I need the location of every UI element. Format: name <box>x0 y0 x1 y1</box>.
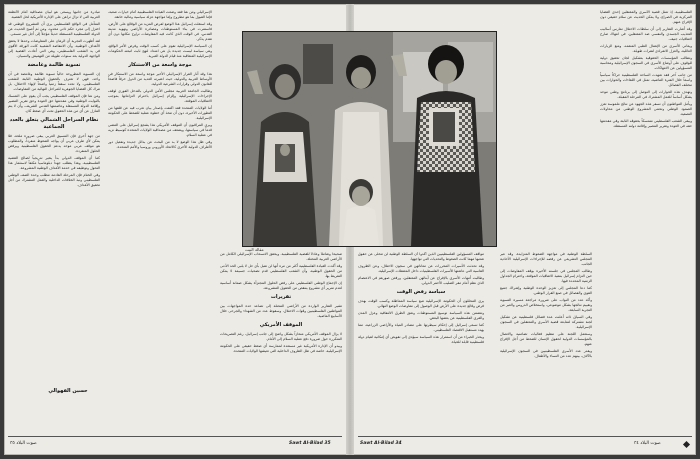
paragraph: الإسرائيلي ومن هنا فقد وضعت القيادة الفلسطينية أمام خيارات صعبة، فإما القبول بما هو مطروح وإما مواجهة عزلة سياسية ومالية خانقة. <box>108 10 212 19</box>
subheading: تقريرات <box>270 294 292 300</box>
paragraph: وقد أشارت التقارير إلى أن سلطات الاحتلال تمارس أساليب التعذيب الجسدي والنفسي ضد المعتقلين، في انتهاك صارخ لاتفاقيات جنيف. <box>600 27 692 41</box>
paragraph: ويبقى الشعب الفلسطيني متمسكاً بحقوقه الثابتة وفي مقدمتها حقه في العودة وتقرير المصير وإقامة دولته المستقلة. <box>600 119 692 128</box>
paragraph: إن التسوية المطروحة حالياً تسوية ظالمة وغامضة في آن واحد، فهي لا تعترف بالحقوق الوطنية الثابتة للشعب الفلسطيني، ولا تحدد سقفاً زمنياً واضحاً لإنهاء الاحتلال، بل تترك كل القضايا الجوهرية للمراحل النهائية من المفاوضات. <box>8 72 100 91</box>
paragraph: وأكد عدد من النواب على ضرورة مراجعة مسيرة التسوية وتقييم نتائجها بشكل موضوعي، واستخلاص الدروس والعبر من التجربة السابقة. <box>500 298 592 312</box>
paragraph: الفلسطينية، إذ تمثل قضية الأسرى والمعتقلين إحدى القضايا المركزية في الصراع، ولا يمكن الحديث عن سلام حقيقي دون الإفراج عنهم. <box>600 10 692 24</box>
paragraph: صحيحاً وشاملاً وعادلاً للقضية الفلسطينية، ويحقق الانسحاب الإسرائيلي الكامل من الأراضي العربية المحتلة. <box>220 252 342 261</box>
paragraph: وفي السياق ذاته أعلنت عدة فصائل فلسطينية عن تشكيل لجنة مشتركة لمتابعة قضية الأسرى والمعتقلين في السجون الإسرائيلية. <box>500 315 592 329</box>
paragraph: وقد استغلت إسرائيل هذا الوضع لفرض المزيد من الوقائع على الأرض، فاستمرت في بناء المستوطنات ومصادرة الأراضي وتهويد مدينة القدس، في الوقت الذي كانت فيه المفاوضات تراوح مكانها دون أي تقدم يذكر. <box>108 22 212 41</box>
paragraph: وستعمل اللجنة على تنظيم فعاليات تضامنية والاتصال بالمؤسسات الدولية لحقوق الإنسان للضغط من أجل الإفراج عنهم. <box>500 332 592 346</box>
paragraph: لا يزال الموقف الأمريكي منحازاً بشكل واضح إلى جانب إسرائيل، رغم التصريحات المتكررة حول ضرورة دفع عملية السلام إلى الأمام. <box>220 332 342 341</box>
paragraph: هذا وقد أثار القرار الإسرائيلي الأخير موجة واسعة من الاستنكار في الأوساط العربية والدولية، حيث اعتبرته العديد من الدول خرقاً فاضحاً للقانون الدولي وقرارات الشرعية الدولية. <box>108 72 212 86</box>
subheading: الموقف الأمريكي <box>259 322 303 328</box>
paragraph: كما دعا المجلس إلى تعزيز الوحدة الوطنية وإشراك جميع القوى والفصائل في صنع القرار الوطني. <box>500 286 592 295</box>
subheading: موجة واسعة من الاستنكار <box>128 62 192 68</box>
page-right <box>354 4 696 455</box>
paragraph: وقد تحدثت الأسيرات المحررات عن معاناتهن في سجون الاحتلال، وعن الظروف القاسية التي عاشتها الأسيرات الفلسطينيات داخل المعتقلات الإسرائيلية. <box>358 264 484 273</box>
column-left-1 <box>8 10 100 384</box>
paragraph: وطالبت الجامعة العربية مجلس الأمن الدولي بالتدخل الفوري لوقف الإجراءات الإسرائيلية وإلزام إسرائيل باحترام التزاماتها بموجب الاتفاقيات الموقعة. <box>108 89 212 103</box>
page-number-center-left: Sawt Al-Bilad 35 <box>289 441 331 446</box>
subheading: تسوية ظالمة وغامضة <box>27 62 81 68</box>
footer-rule <box>358 436 692 437</box>
paragraph: تشير التقارير الواردة من الأراضي المحتلة إلى تصاعد حدة المواجهات بين المواطنين الفلسطينيين وقوات الاحتلال، وسقوط عدد من الشهداء والجرحى خلال الأسابيع الماضية. <box>220 304 342 318</box>
page-number-far-left: صوت البلاد ٣٥ <box>10 441 37 446</box>
column-right-2 <box>500 252 592 432</box>
photo-caption: مقالة البيت <box>245 247 264 252</box>
paragraph: ويحذر الخبراء من أن استمرار هذه السياسة سيؤدي إلى تقويض أي إمكانية لقيام دولة فلسطينية قابلة للحياة. <box>358 335 484 344</box>
subheading: نظام السراحل الشمالي يتعلق بالعدد الجماعية <box>9 117 99 130</box>
paragraph: ويعاني الأسرى من الإهمال الطبي المتعمد، ومنع الزيارات العائلية، والعزل الانفرادي لفترات طويلة. <box>600 44 692 53</box>
paragraph: ويبدو أن الإدارة الأمريكية غير مستعدة لممارسة أي ضغط حقيقي على الحكومة الإسرائيلية، خاصة في ظل الظروف الداخلية التي تعيشها الولايات المتحدة. <box>220 344 342 353</box>
paragraph: وتطالب المؤسسات الحقوقية بتشكيل لجان تحقيق دولية للوقوف على أوضاع الأسرى في السجون الإسرائيلية ومحاسبة المسؤولين عن الانتهاكات. <box>600 56 692 70</box>
paragraph: وفي ظل هذا الوضع لا بد من البحث عن بدائل جديدة وتفعيل دور الأطراف الدولية الأخرى كالاتحاد الأوروبي وروسيا والأمم المتحدة. <box>108 140 212 149</box>
paragraph: وتهدف هذه الحوارات إلى التوصل إلى برنامج وطني موحد يشكل أساساً للعمل المشترك في المرحلة المقبلة. <box>600 90 692 99</box>
paragraph: مواقف المسؤولين الفلسطينيين الذين أكدوا أن السلطة الوطنية لن تتخلى عن حقوق شعبها مهما كانت الضغوط والتحديات التي تواجهها. <box>358 252 484 261</box>
paragraph: لقد أظهرت التجربة أن الرهان على المفاوضات وحدها لا يحقق الأهداف الوطنية، وأن الانتفاضة الشعبية كانت الورقة الأقوى في يد الشعب الفلسطيني، وهي التي أعادت القضية إلى الواجهة الدولية بعد سنوات طويلة من التهميش والنسيان. <box>8 39 100 58</box>
paragraph: وقد أكدت القيادة الفلسطينية أكثر من مرة أنها لن تقبل بأي حل لا يلبي الحد الأدنى من الحقوق الوطنية، وأن الشعب الفلسطيني قدم تضحيات جسيمة لا يمكن التفريط بها. <box>220 264 342 278</box>
paragraph: وطالب المجلس في جلسته الأخيرة بوقف المفاوضات إلى حين التزام إسرائيل بتنفيذ الاتفاقيات الموقعة، واحترام الجداول الزمنية المحددة فيها. <box>500 269 592 283</box>
column-left-3 <box>220 252 342 432</box>
column-right-3 <box>600 10 692 432</box>
paragraph: من جهة أخرى فإن التنسيق العربي يبقى ضرورة ملحة، فلا يمكن لأي طرف عربي أن يواجه الضغوط منفرداً، والمطلوب هو موقف عربي موحد يدعم الحقوق الفلسطينية ويرفض الحلول المنفردة. <box>8 134 100 153</box>
footer-rule <box>8 436 342 437</box>
paragraph: إن السياسة الإسرائيلية تقوم على كسب الوقت وفرض الأمر الواقع، وهي سياسة ليست جديدة بل هي امتداد لنهج ثابت اتبعته الحكومات الإسرائيلية المتعاقبة منذ قيام الدولة العبرية. <box>108 44 212 58</box>
paragraph: المتأمل في الواقع الفلسطيني يرى أن المشروع الوطني قد اختزل إلى مجرد حكم ذاتي محدود، ومن ثم أصبح الحديث عن الدولة الفلسطينية المستقلة حديثاً مؤجلاً إلى أجل غير مسمى. <box>8 22 100 36</box>
paragraph: أما الولايات المتحدة فقد اكتفت بإصدار بيان تعرب فيه عن قلقها من التطورات الأخيرة، دون أن تتخذ أي خطوة عملية للضغط على الحكومة الإسرائيلية. <box>108 106 212 120</box>
paragraph: ويقدر عدد الأسرى الفلسطينيين في السجون الإسرائيلية بالآلاف، بينهم عدد من النساء والأطفال. <box>500 349 592 358</box>
subheading: سياسة رفض الوقت <box>396 289 446 295</box>
paragraph: كما أن الموقف الدولي بدأ يتغير تدريجياً لصالح القضية الفلسطينية، وهذا يتطلب جهداً دبلوماسياً مكثفاً لاستثمار هذا التحول وتوظيفه في خدمة الأهداف الوطنية المشروعة. <box>8 156 100 170</box>
paragraph: وتتضمن هذه السياسة توسيع المستوطنات وشق الطرق الالتفافية وعزل المدن والقرى الفلسطينية عن بعضها البعض. <box>358 311 484 320</box>
paragraph: ويأمل المواطنون أن تسفر هذه الجهود عن نتائج ملموسة تعزز الصمود الوطني وتحمي المشروع الوطني من محاولات التصفية. <box>600 102 692 116</box>
paragraph: من جانب آخر فقد شهدت الساحة الفلسطينية حراكاً سياسياً واسعاً خلال الفترة الماضية، تمثل في اللقاءات والحوارات بين مختلف الفصائل. <box>600 73 692 87</box>
paragraph: مبادرة من جانبها ويسعى هو لبيان مصداقية أمام الأنظمة العربية التي لا تزال تراهن على الإدارة الأمريكية لحل القضية. <box>8 10 100 19</box>
paragraph: وطالبت أمهات الأسرى بالإفراج عن أبنائهن المعتقلين، ورفعن صورهم في الاعتصام الذي نظم أمام مقر الصليب الأحمر الدولي. <box>358 276 484 285</box>
page-number-far-right: صوت البلاد ٣٤ <box>634 441 661 446</box>
column-left-2 <box>108 10 212 432</box>
paragraph: كما تسعى إسرائيل إلى إحكام سيطرتها على مصادر المياه والأراضي الزراعية، مما يهدد مستقبل الاقتصاد الفلسطيني. <box>358 323 484 332</box>
paragraph: إن الإجماع الوطني الفلسطيني على رفض الحلول المجتزأة يشكل ضمانة أساسية لعدم تمرير أي مشروع ينتقص من الحقوق المشروعة. <box>220 281 342 290</box>
magazine-spread <box>4 4 696 455</box>
paragraph: السلطة الوطنية في مواجهة الضغوط المتزايدة، وقد عبر المجلس التشريعي عن رفضه للإجراءات الإسرائيلية الأحادية الجانب. <box>500 252 592 266</box>
paragraph: ومن هنا فإن الموقف الفلسطيني يجب أن يقوم على التمسك بالثوابت الوطنية وفي مقدمتها حق العودة وحق تقرير المصير وإقامة الدولة المستقلة وعاصمتها القدس الشريف، وأن لا يتم التنازل عن أي من هذه الحقوق تحت أي ضغط كان. <box>8 94 100 113</box>
page-number-center-right: Sawt Al-Bilad 34 <box>360 441 402 446</box>
column-right-1 <box>358 252 484 432</box>
paragraph: ويرى المراقبون أن الموقف الأمريكي هذا يشجع إسرائيل على المضي قدماً في سياستها، ويضعف من مصداقية الولايات المتحدة كوسيط نزيه في عملية السلام. <box>108 123 212 137</box>
paragraph: يرى المحللون أن الحكومة الإسرائيلية تتبع سياسة المماطلة وكسب الوقت بهدف فرض وقائع جديدة على الأرض قبل الوصول إلى مفاوضات الوضع النهائي. <box>358 299 484 308</box>
paragraph: وفي الختام فإن المرحلة القادمة تتطلب وحدة الصف الوطني الفلسطيني ونبذ الخلافات الداخلية والعمل المشترك من أجل تحقيق الأهداف. <box>8 173 100 187</box>
author-byline: حسين الفهوالي <box>48 388 88 394</box>
